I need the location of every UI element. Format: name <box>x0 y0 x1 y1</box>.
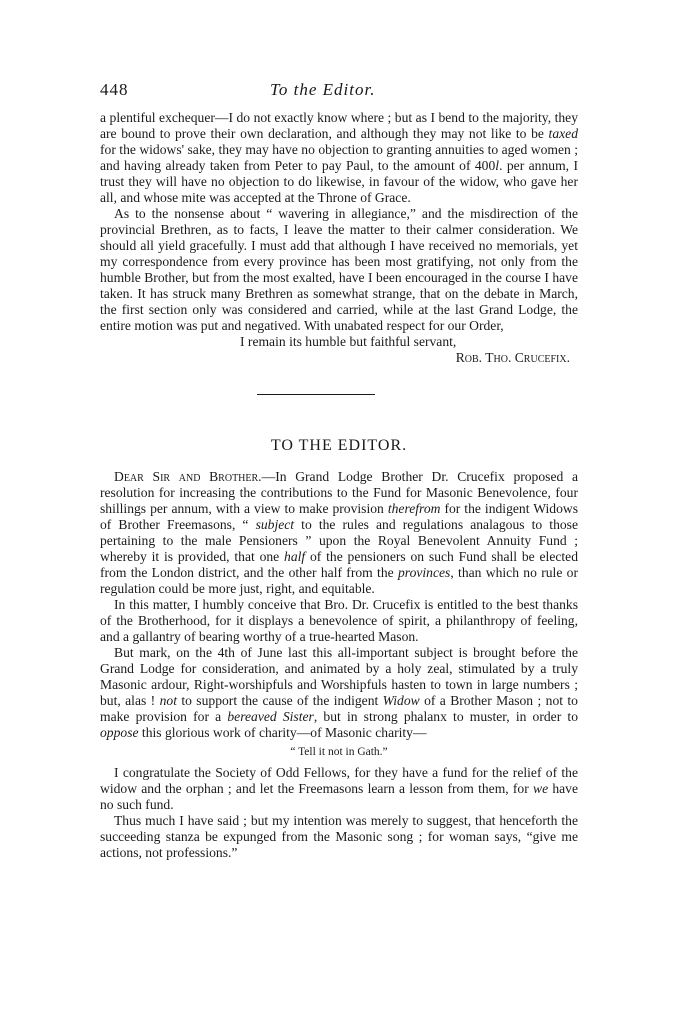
salutation: Dear Sir and Brother. <box>114 469 262 484</box>
paragraph: But mark, on the 4th of June last this all-important subject is brought before the Grand Lodge for consideration, and animated by a holy zeal, stimulated by a truly Masonic ardour, Right-worshipfuls and Worshipfuls hasten to town in large numbers ; but, alas ! not to support the cause of the indigent Widow of a Brother Mason ; not to make provision for a bereaved Sister, but in strong phalanx to muster, in order to oppose this glorious work of charity—of Masonic charity— <box>100 645 578 740</box>
section-divider <box>257 394 375 395</box>
paragraph: Thus much I have said ; but my intention was merely to suggest, that henceforth the succeeding stanza be expunged from the Masonic song ; for woman says, “give me actions, not professions.” <box>100 813 578 860</box>
running-title: To the Editor. <box>270 80 376 99</box>
section-heading: TO THE EDITOR. <box>270 437 408 454</box>
letter-crucefix <box>100 110 578 366</box>
paragraph: I congratulate the Society of Odd Fellows, for they have a fund for the relief of the widow and the orphan ; and let the Freemasons learn a lesson from them, for we have no such fund. <box>100 765 578 812</box>
paragraph: In this matter, I humbly conceive that Bro. Dr. Crucefix is entitled to the best thanks of the Brotherhood, for it displays a benevolence of spirit, a philanthropy of feeling, and a gallantry of bearing worthy of a true-hearted Mason. <box>100 597 578 644</box>
letter-to-editor <box>100 469 578 861</box>
paragraph: a plentiful exchequer—I do not exactly know where ; but as I bend to the majority, they are bound to prove their own declaration, and although they may not like to be taxed for the widows' sake, they may have no objection to granting annuities to aged women ; and having already taken from Peter to pay Paul, to the amount of 400l. per annum, I trust they will have no objection to do likewise, in favour of the widow, who gave her all, and whose mite was accepted at the Throne of Grace. <box>100 110 578 205</box>
book-page <box>100 80 578 861</box>
paragraph: As to the nonsense about “ wavering in allegiance,” and the misdirection of the provincial Brethren, as to facts, I leave the matter to their calmer consideration. We should all yield gracefully. I must add that although I have received no memorials, yet my correspondence from every province has been most gratifying, not only from the humble Brother, but from the most exalted, have I been encouraged in the course I have taken. It has struck many Brethren as somewhat strange, that on the debate in March, the first section only was considered and carried, while at the last Grand Lodge, the entire motion was put and negatived. With unabated respect for our Order, <box>100 206 578 333</box>
running-head <box>100 80 578 110</box>
signature: Rob. Tho. Crucefix. <box>455 350 570 365</box>
quotation: “ Tell it not in Gath.” <box>290 746 388 758</box>
paragraph: Dear Sir and Brother.—In Grand Lodge Brother Dr. Crucefix proposed a resolution for increasing the contributions to the Fund for Masonic Benevolence, four shillings per annum, with a view to make provision therefrom for the indigent Widows of Brother Freemasons, “ subject to the rules and regulations analagous to those pertaining to the male Pensioners ” upon the Royal Benevolent Annuity Fund ; whereby it is provided, that one half of the pensioners on such Fund shall be elected from the London district, and the other half from the provinces, than which no rule or regulation could be more just, right, and equitable. <box>100 469 579 596</box>
page-number: 448 <box>100 80 129 99</box>
closing-line: I remain its humble but faithful servant, <box>240 334 457 349</box>
